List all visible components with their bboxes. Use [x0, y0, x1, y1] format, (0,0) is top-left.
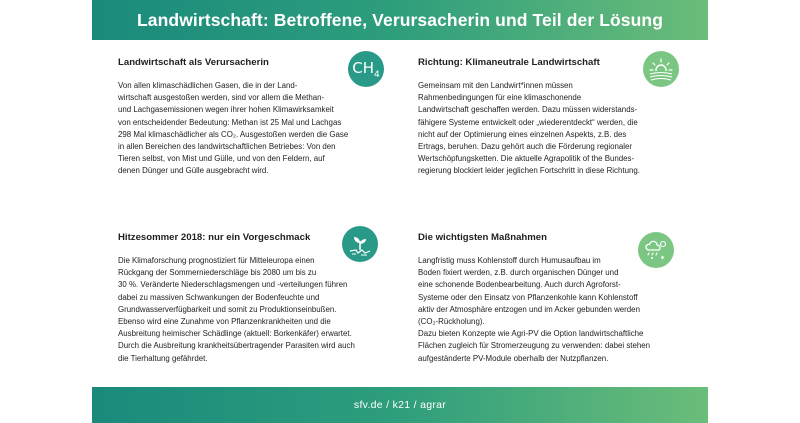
weather-cloud-icon — [638, 232, 674, 268]
section-title: Richtung: Klimaneutrale Landwirtschaft — [418, 57, 600, 68]
info-sheet — [92, 0, 708, 423]
section-verursacherin — [118, 57, 380, 178]
section-text: Gemeinsam mit den Landwirt*innen müssen Rahmenbedingungen für eine klimaschonende Landwirtschaft geschaffen werden. Dazu müssen widerstands- fähigere Systeme entwickelt oder „wiederentdeckt“ werden, die nicht auf der Optimierung eines einzelnen Aspekts, z.B. des Ertrags, beruhen. Dazu gehört auch die Förderung regionaler Wertschöpfungsketten. Die aktuelle Agrapolitik of the Bundes- regierung blockiert leider jeglichen Fortschritt in diese Richtung. — [418, 81, 640, 176]
header-banner — [92, 0, 708, 40]
section-text: Die Klimaforschung prognostiziert für Mitteleuropa einen Rückgang der Sommerniederschläge bis 2080 um bis zu 30 %. Veränderte Niederschlagsmengen und -verteilungen führen dabei zu massiven Schwankungen der Bodenfeuchte und Grundwasserverfügbarkeit und somit zu Produktionseinbußen. Ebenso wird eine Zunahme von Pflanzenkrankheiten und die Ausbreitung heimischer Schädlinge (aktuell: Borkenkäfer) erwartet. Durch die Ausbreitung krankheitsübertragender Parasiten wird auch die Tierhaltung gefährdet. — [118, 256, 355, 363]
sunrise-field-icon — [643, 51, 679, 87]
ch4-icon: $CH_4$ — [348, 51, 384, 87]
section-text: Langfristig muss Kohlenstoff durch Humusaufbau im Boden fixiert werden, z.B. durch organischen Dünger und eine schonende Bodenbearbeitung. Auch durch Agroforst- Systeme oder den Einsatz von Pflanzenkohle kann Kohlenstoff aktiv der Atmosphäre entzogen und im Acker gebunden werden (CO₂-Rückholung). Dazu bieten Konzepte wie Agri-PV die Option landwirtschaftliche Flächen zugleich für Stromerzeugung zu verwenden: dabei stehen aufgeständerte PV-Module oberhalb der Nutzpflanzen. — [418, 256, 651, 363]
section-title: Landwirtschaft als Verursacherin — [118, 57, 269, 68]
drought-plant-icon — [342, 226, 378, 262]
section-title: Hitzesommer 2018: nur ein Vorgeschmack — [118, 232, 311, 243]
section-klimaneutral — [418, 57, 680, 178]
footer-link-text: sfv.de / k21 / agrar — [353, 399, 447, 411]
section-hitzesommer — [118, 232, 380, 365]
section-title: Die wichtigsten Maßnahmen — [418, 232, 548, 243]
page-title: Landwirtschaft: Betroffene, Verursacherin und Teil der Lösung — [137, 9, 663, 30]
section-text: Von allen klimaschädlichen Gasen, die in der Land- wirtschaft ausgestoßen werden, sind vor allem die Methan- und Lachgasemissionen wegen ihrer hohen Klimawirksamkeit von entscheidender Bedeutung: Methan ist 25 Mal und Lachgas 298 Mal klimaschädlicher als CO₂. Ausgestoßen werden die Gase in allen Bereichen des landwirtschaftlichen Betriebes: Von den Tieren selbst, von Mist und Gülle, und von den Feldern, auf denen Dünger und Gülle ausgebracht wird. — [118, 81, 349, 176]
footer-banner — [92, 387, 708, 423]
